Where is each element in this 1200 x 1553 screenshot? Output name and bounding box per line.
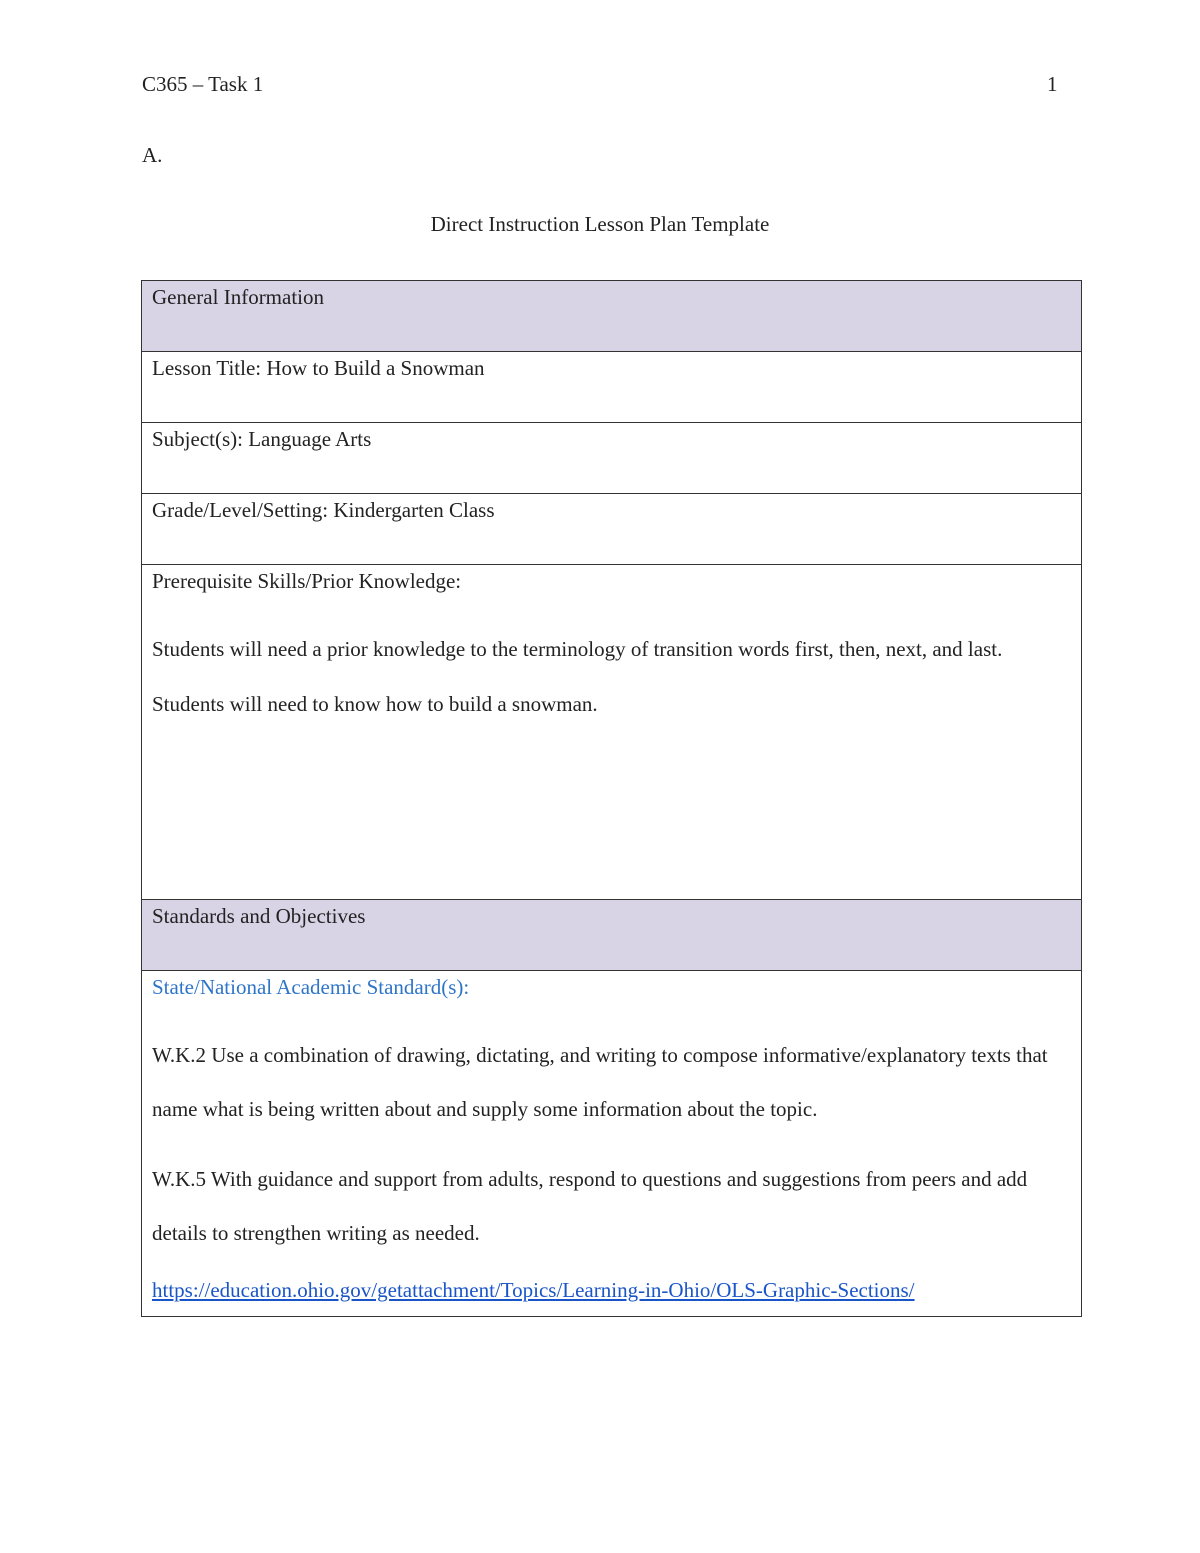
standards-label: State/National Academic Standard(s): xyxy=(152,975,470,999)
general-information-header xyxy=(142,281,1081,352)
prerequisite-text-transition-words: Students will need a prior knowledge to the terminology of transition words first, then, next, and last. xyxy=(152,637,1003,661)
subjects-text: Subject(s): Language Arts xyxy=(152,427,372,451)
section-letter: A. xyxy=(142,143,163,167)
document-title: Direct Instruction Lesson Plan Template xyxy=(430,212,770,236)
prerequisite-skills-row xyxy=(142,565,1081,900)
grade-level-text: Grade/Level/Setting: Kindergarten Class xyxy=(152,498,495,522)
standard-wk2: W.K.2 Use a combination of drawing, dictating, and writing to compose informative/explanatory texts that name what is being written about and supply some information about the topic. xyxy=(152,1043,1048,1121)
lesson-plan-table xyxy=(141,280,1082,1317)
prerequisite-text-snowman: Students will need to know how to build a snowman. xyxy=(152,692,598,716)
standards-objectives-header xyxy=(142,900,1081,971)
lesson-title-text: Lesson Title: How to Build a Snowman xyxy=(152,356,485,380)
standards-link[interactable]: https://education.ohio.gov/getattachment/Topics/Learning-in-Ohio/OLS-Graphic-Sections/ xyxy=(152,1278,915,1302)
general-information-label: General Information xyxy=(152,285,325,309)
standards-row xyxy=(142,971,1081,1316)
grade-level-row xyxy=(142,494,1081,565)
page-number: 1 xyxy=(1047,72,1058,96)
subjects-row xyxy=(142,423,1081,494)
running-head: C365 – Task 1 xyxy=(142,72,264,96)
lesson-title-row xyxy=(142,352,1081,423)
standards-objectives-label: Standards and Objectives xyxy=(152,904,366,928)
standard-wk5: W.K.5 With guidance and support from adults, respond to questions and suggestions from peers and add details to strengthen writing as needed. xyxy=(152,1167,1028,1245)
prerequisite-label: Prerequisite Skills/Prior Knowledge: xyxy=(152,569,462,593)
